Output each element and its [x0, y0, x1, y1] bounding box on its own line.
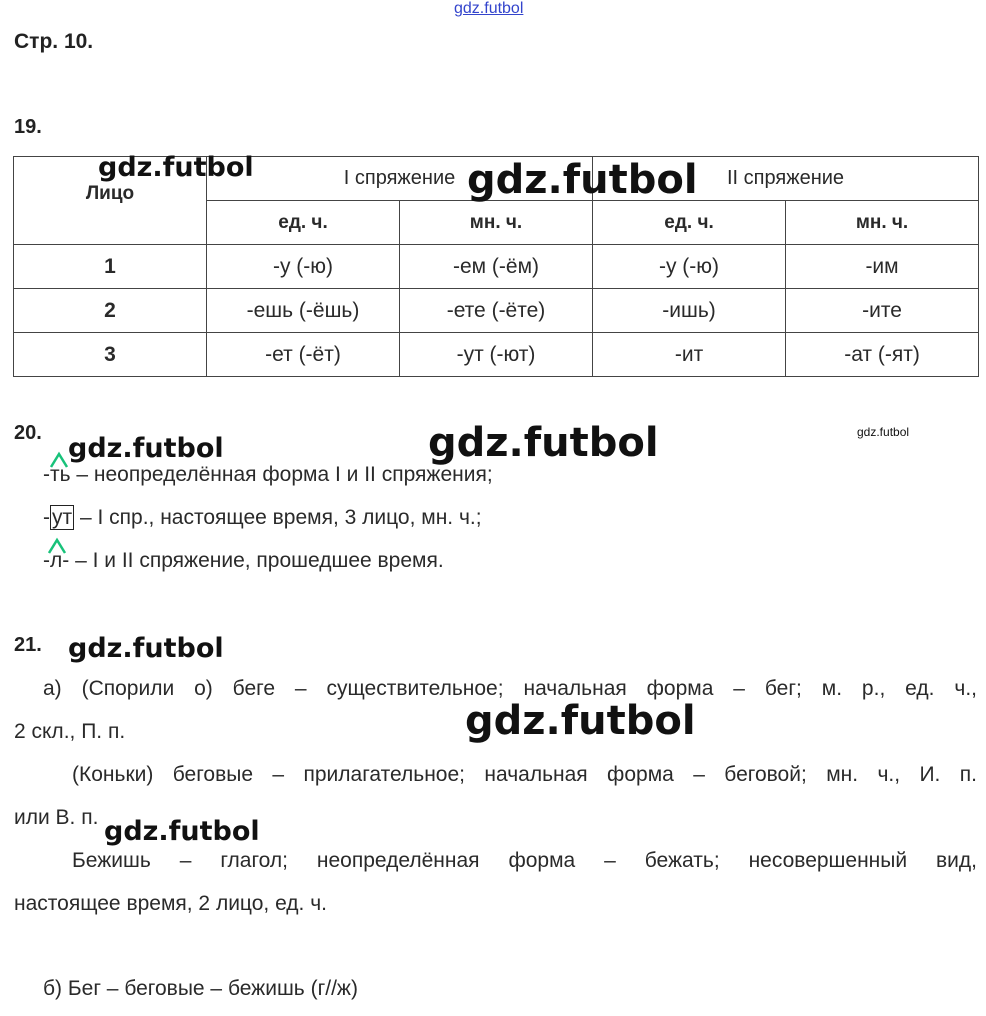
table-cell: -у (-ю) [593, 245, 786, 289]
page-label: Стр. 10. [14, 30, 94, 53]
watermark-text: gdz.futbol [98, 152, 254, 183]
suffix-l: -л- [43, 549, 70, 572]
suffix-t: -ть [43, 463, 71, 486]
subheader-cell: ед. ч. [207, 201, 400, 245]
header-group-2: II спряжение [593, 157, 979, 201]
watermark-text: gdz.futbol [68, 633, 224, 664]
row-person: 1 [14, 245, 207, 289]
row-person: 2 [14, 289, 207, 333]
table-cell: -ите [786, 289, 979, 333]
table-cell: -ит [593, 333, 786, 377]
watermark-text: gdz.futbol [104, 816, 260, 847]
watermark-small: gdz.futbol [857, 425, 910, 439]
task-21-number: 21. [14, 634, 42, 656]
task-20-line-1 [43, 463, 493, 487]
watermark-text: gdz.futbol [428, 420, 659, 466]
table-cell: -ете (-ёте) [400, 289, 593, 333]
task-21-b-line-1: (Коньки) беговые – прилагательное; начальная форма – беговой; мн. ч., И. п. [72, 763, 977, 786]
table-cell: -ут (-ют) [400, 333, 593, 377]
table-cell: -ем (-ём) [400, 245, 593, 289]
table-row [14, 333, 979, 377]
line-text: – I и II спряжение, прошедшее время. [69, 549, 444, 572]
ending-box: ут [52, 506, 73, 529]
line-text: – I спр., настоящее время, 3 лицо, мн. ч.; [74, 506, 482, 529]
table-cell: -у (-ю) [207, 245, 400, 289]
table-cell: -ат (-ят) [786, 333, 979, 377]
subheader-cell: мн. ч. [400, 201, 593, 245]
table-cell: -ешь (-ёшь) [207, 289, 400, 333]
dash: - [43, 506, 50, 529]
task-21-c-line-2: настоящее время, 2 лицо, ед. ч. [14, 892, 327, 915]
table-cell: -ет (-ёт) [207, 333, 400, 377]
line-text: – неопределённая форма I и II спряжения; [70, 463, 493, 486]
watermark-text: gdz.futbol [68, 433, 224, 464]
table-cell: -им [786, 245, 979, 289]
watermark-text: gdz.futbol [467, 157, 698, 203]
task-20-line-2 [43, 506, 482, 530]
watermark-text: gdz.futbol [465, 698, 696, 744]
subheader-cell: ед. ч. [593, 201, 786, 245]
subheader-cell: мн. ч. [786, 201, 979, 245]
task-20-number: 20. [14, 422, 42, 444]
table-row [14, 289, 979, 333]
task-21-b-line-2: или В. п. [14, 806, 99, 829]
task-19-number: 19. [14, 116, 42, 138]
table-cell: -ишь) [593, 289, 786, 333]
header-person: Лицо [14, 157, 207, 245]
row-person: 3 [14, 333, 207, 377]
task-21-a-line-2: 2 скл., П. п. [14, 720, 126, 743]
watermark-top-link[interactable]: gdz.futbol [454, 0, 524, 17]
task-21-a-line-1: а) (Спорили о) беге – существительное; начальная форма – бег; м. р., ед. ч., [43, 677, 977, 700]
task-21-c-line-1: Бежишь – глагол; неопределённая форма – бежать; несовершенный вид, [72, 849, 977, 872]
table-row [14, 245, 979, 289]
task-20-line-3 [43, 549, 444, 573]
task-21-d-line: б) Бег – беговые – бежишь (г//ж) [43, 977, 358, 1000]
header-group-1: I спряжение [207, 157, 593, 201]
